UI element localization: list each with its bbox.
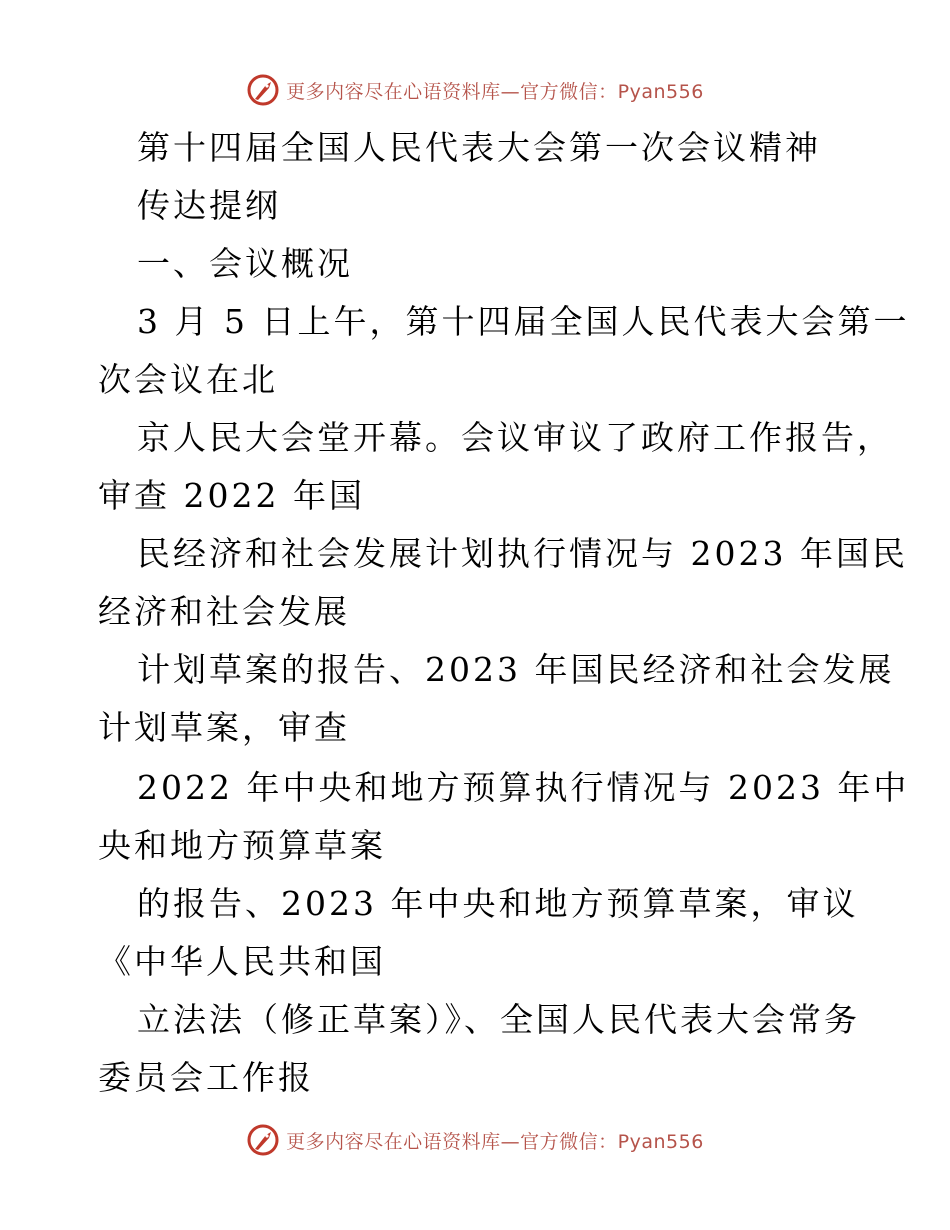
paragraph-line: 经济和社会发展 <box>98 592 350 631</box>
document-title-line-1: 第十四届全国人民代表大会第一次会议精神 <box>137 128 821 167</box>
footer-banner <box>0 1120 950 1160</box>
paragraph-line: 的报告、2023 年中央和地方预算草案，审议 <box>137 884 859 923</box>
section-heading: 一、会议概况 <box>137 244 353 283</box>
paragraph-line: 委员会工作报 <box>98 1058 314 1097</box>
paragraph-line: 《中华人民共和国 <box>98 942 386 981</box>
pen-nib-logo-icon <box>246 1123 280 1157</box>
paragraph-line: 计划草案的报告、2023 年国民经济和社会发展 <box>137 650 895 689</box>
pen-nib-logo-icon <box>246 73 280 107</box>
paragraph-line: 2022 年中央和地方预算执行情况与 2023 年中 <box>137 768 910 807</box>
header-banner <box>0 70 950 110</box>
paragraph-line: 计划草案，审查 <box>98 708 350 747</box>
paragraph-line: 3 月 5 日上午，第十四届全国人民代表大会第一 <box>137 302 910 341</box>
paragraph-line: 立法法（修正草案）》、全国人民代表大会常务 <box>137 1000 860 1039</box>
paragraph-line: 审查 2022 年国 <box>98 476 365 515</box>
paragraph-line: 次会议在北 <box>98 360 278 399</box>
document-title-line-2: 传达提纲 <box>137 186 281 225</box>
paragraph-line: 民经济和社会发展计划执行情况与 2023 年国民 <box>137 534 908 573</box>
paragraph-line: 央和地方预算草案 <box>98 826 386 865</box>
paragraph-line: 京人民大会堂开幕。会议审议了政府工作报告， <box>137 418 893 457</box>
banner-text: 更多内容尽在心语资料库—官方微信：Pyan556 <box>286 80 704 103</box>
banner-text: 更多内容尽在心语资料库—官方微信：Pyan556 <box>286 1130 704 1153</box>
